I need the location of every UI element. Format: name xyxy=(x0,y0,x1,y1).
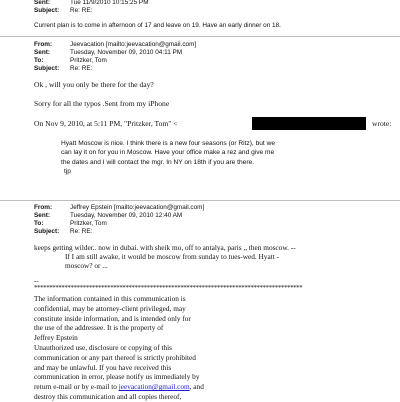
from-value: Jeffrey Epstein [mailto:jeevacation@gmail.com] xyxy=(70,204,205,211)
subject-label: Subject: xyxy=(34,7,60,14)
msg2-subject-line xyxy=(34,65,93,73)
sent-label: Sent: xyxy=(34,212,50,219)
subject-label: Subject: xyxy=(34,65,60,72)
redaction-box xyxy=(252,117,366,130)
quoted-line: can lay it on for you in Moscow. Have your office make a rez and give me xyxy=(61,149,275,157)
disclaimer-block xyxy=(34,294,204,402)
quote-wrote: wrote: xyxy=(372,119,392,128)
disclaimer-line: the use of the addressee. It is the property of xyxy=(34,323,164,333)
disclaimer-stars: **************************************************************************************** xyxy=(34,285,303,292)
msg2-to-line xyxy=(34,57,107,65)
disclaimer-line: constitute inside information, and is intended only for xyxy=(34,313,191,323)
top-sent-line xyxy=(34,0,149,7)
return-text-end: , and xyxy=(189,382,204,392)
sent-label: Sent: xyxy=(34,49,50,56)
disclaimer-line: communication in error, please notify us immediately by xyxy=(34,372,200,382)
email-link[interactable]: jeevacation@gmail.com xyxy=(118,382,190,392)
subject-value: Re: RE: xyxy=(70,65,93,72)
msg2-line2: Sorry for all the typos .Sent from my iPhone xyxy=(34,99,170,108)
disclaimer-line: communication or any part thereof is strictly prohibited xyxy=(34,352,196,362)
quoted-signature: tjp xyxy=(64,168,71,176)
sig-dashes: -- xyxy=(34,277,39,285)
msg2-line1: Ok , will you only be there for the day? xyxy=(34,80,154,89)
to-value: Pritzker, Tom xyxy=(70,220,107,227)
sent-value: Tuesday, November 09, 2010 04:11 PM xyxy=(70,49,183,56)
body-line: keeps getting wilder.. now in dubai. with sheik mo, off to antalya, paris ,, then moscow. -- xyxy=(34,243,296,252)
from-value: Jeevacation [mailto:jeevacation@gmail.com] xyxy=(70,41,197,48)
disclaimer-line: The information contained in this communication is xyxy=(34,294,186,303)
disclaimer-line: Unauthorized use, disclosure or copying of this xyxy=(34,342,173,352)
from-label: From: xyxy=(34,41,53,48)
to-label: To: xyxy=(34,57,44,64)
divider xyxy=(0,36,400,37)
subject-label: Subject: xyxy=(34,228,60,235)
sent-value: Tue 11/9/2010 10:15:25 PM xyxy=(70,0,149,6)
disclaimer-line: and may be unlawful. If you have received this xyxy=(34,362,172,372)
top-body-text: Current plan is to come in afternoon of 17 and leave on 19. Have an early dinner on 18. xyxy=(34,22,281,29)
subject-value: Re: RE: xyxy=(70,7,93,14)
msg3-from-line xyxy=(34,204,205,212)
disclaimer-line: destroy this communication and all copies thereof, xyxy=(34,391,182,401)
msg3-sent-line xyxy=(34,212,183,220)
to-value: Pritzker, Tom xyxy=(70,57,107,64)
top-subject-line xyxy=(34,7,93,15)
subject-value: Re: RE: xyxy=(70,228,93,235)
body-line: moscow? or ... xyxy=(65,261,108,271)
disclaimer-line: Jeffrey Epstein xyxy=(34,333,78,343)
body-line: If I am still awake, it would be moscow from sunday to tues-wed. Hyatt - xyxy=(65,252,279,262)
quoted-line: Hyatt Moscow is nice. I think there is a new four seasons (or Ritz), but we xyxy=(61,140,276,147)
disclaimer-line: confidential, may be attorney-client privileged, may xyxy=(34,303,186,313)
sent-label: Sent: xyxy=(34,0,50,6)
quote-intro-text: On Nov 9, 2010, at 5:11 PM, "Pritzker, Tom" < xyxy=(34,119,178,128)
quoted-block xyxy=(61,139,275,177)
msg3-subject-line xyxy=(34,228,93,236)
msg2-sent-line xyxy=(34,49,183,57)
msg2-quote-intro xyxy=(34,119,178,128)
msg3-to-line xyxy=(34,220,107,228)
return-text: return e-mail or by e-mail to xyxy=(34,382,119,392)
disclaimer-return-line xyxy=(34,382,204,392)
divider xyxy=(0,200,400,201)
msg3-body-block xyxy=(34,243,296,271)
quoted-line: the dates and I will contact the mgr. In NY on 18th if you are there. xyxy=(61,158,255,166)
msg2-from-line xyxy=(34,41,197,49)
from-label: From: xyxy=(34,204,53,211)
to-label: To: xyxy=(34,220,44,227)
sent-value: Tuesday, November 09, 2010 12:40 AM xyxy=(70,212,183,219)
